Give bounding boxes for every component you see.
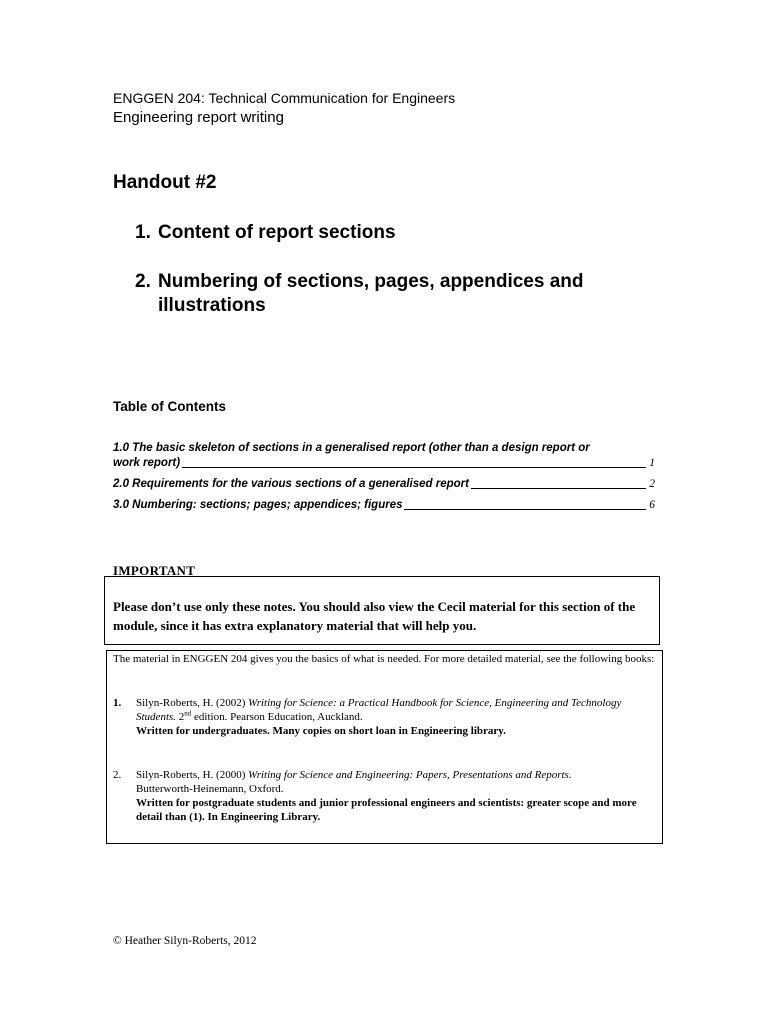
document-subtitle: Engineering report writing <box>113 109 284 126</box>
book-edition-number: 2 <box>178 711 185 723</box>
book-note: Written for postgraduate students and junior professional engineers and scientists: greater scope and more detail than (1). In Engineering Library. <box>136 797 637 823</box>
book-title: Writing for Science: a Practical Handbook for Science, Engineering and Technology Students. <box>136 697 622 723</box>
book-author: Silyn-Roberts, H. (2000) <box>136 769 246 781</box>
toc-page-number: 1 <box>649 457 655 469</box>
toc-entry-text: 1.0 The basic skeleton of sections in a generalised report (other than a design report or <box>113 442 590 454</box>
course-title: ENGGEN 204: Technical Communication for Engineers <box>113 90 456 106</box>
toc-entry-text: 3.0 Numbering: sections; pages; appendices; figures <box>113 499 403 511</box>
handout-title: Handout #2 <box>113 172 217 193</box>
books-intro: The material in ENGGEN 204 gives you the basics of what is needed. For more detailed material, see the following books: <box>113 653 655 665</box>
important-notice-text: Please don’t use only these notes. You should also view the Cecil material for this section of the module, since it has extra explanatory material that will help you. <box>113 599 636 633</box>
toc-leader <box>182 456 646 468</box>
heading-text: Numbering of sections, pages, appendices and illustrations <box>158 271 584 316</box>
important-label: IMPORTANT <box>113 563 196 578</box>
toc-entry-text: work report) <box>113 457 181 469</box>
toc-entry[interactable] <box>113 498 655 513</box>
book-note: Written for undergraduates. Many copies on short loan in Engineering library. <box>136 725 506 737</box>
important-notice-box <box>104 576 660 645</box>
heading-number: 1. <box>135 222 151 243</box>
toc-leader <box>404 498 646 510</box>
book-publisher: Butterworth-Heinemann, Oxford. <box>136 783 284 795</box>
book-publisher: edition. Pearson Education, Auckland. <box>194 711 363 723</box>
book-number: 1. <box>113 697 122 709</box>
book-author: Silyn-Roberts, H. (2002) <box>136 697 246 709</box>
toc-leader <box>471 477 646 489</box>
reference-books-box <box>106 650 663 844</box>
toc-entry[interactable] <box>113 477 655 492</box>
toc-entry[interactable] <box>113 441 655 471</box>
book-title: Writing for Science and Engineering: Papers, Presentations and Reports. <box>248 769 572 781</box>
toc-entry-text: 2.0 Requirements for the various sections of a generalised report <box>113 478 469 490</box>
copyright-footer: © Heather Silyn-Roberts, 2012 <box>113 935 257 947</box>
book-edition-suffix: nd <box>184 709 192 718</box>
toc-page-number: 2 <box>649 478 655 490</box>
book-number: 2. <box>113 769 122 781</box>
toc-title: Table of Contents <box>113 399 226 414</box>
heading-text: Content of report sections <box>158 222 396 243</box>
toc-page-number: 6 <box>649 499 655 511</box>
heading-number: 2. <box>135 271 151 292</box>
